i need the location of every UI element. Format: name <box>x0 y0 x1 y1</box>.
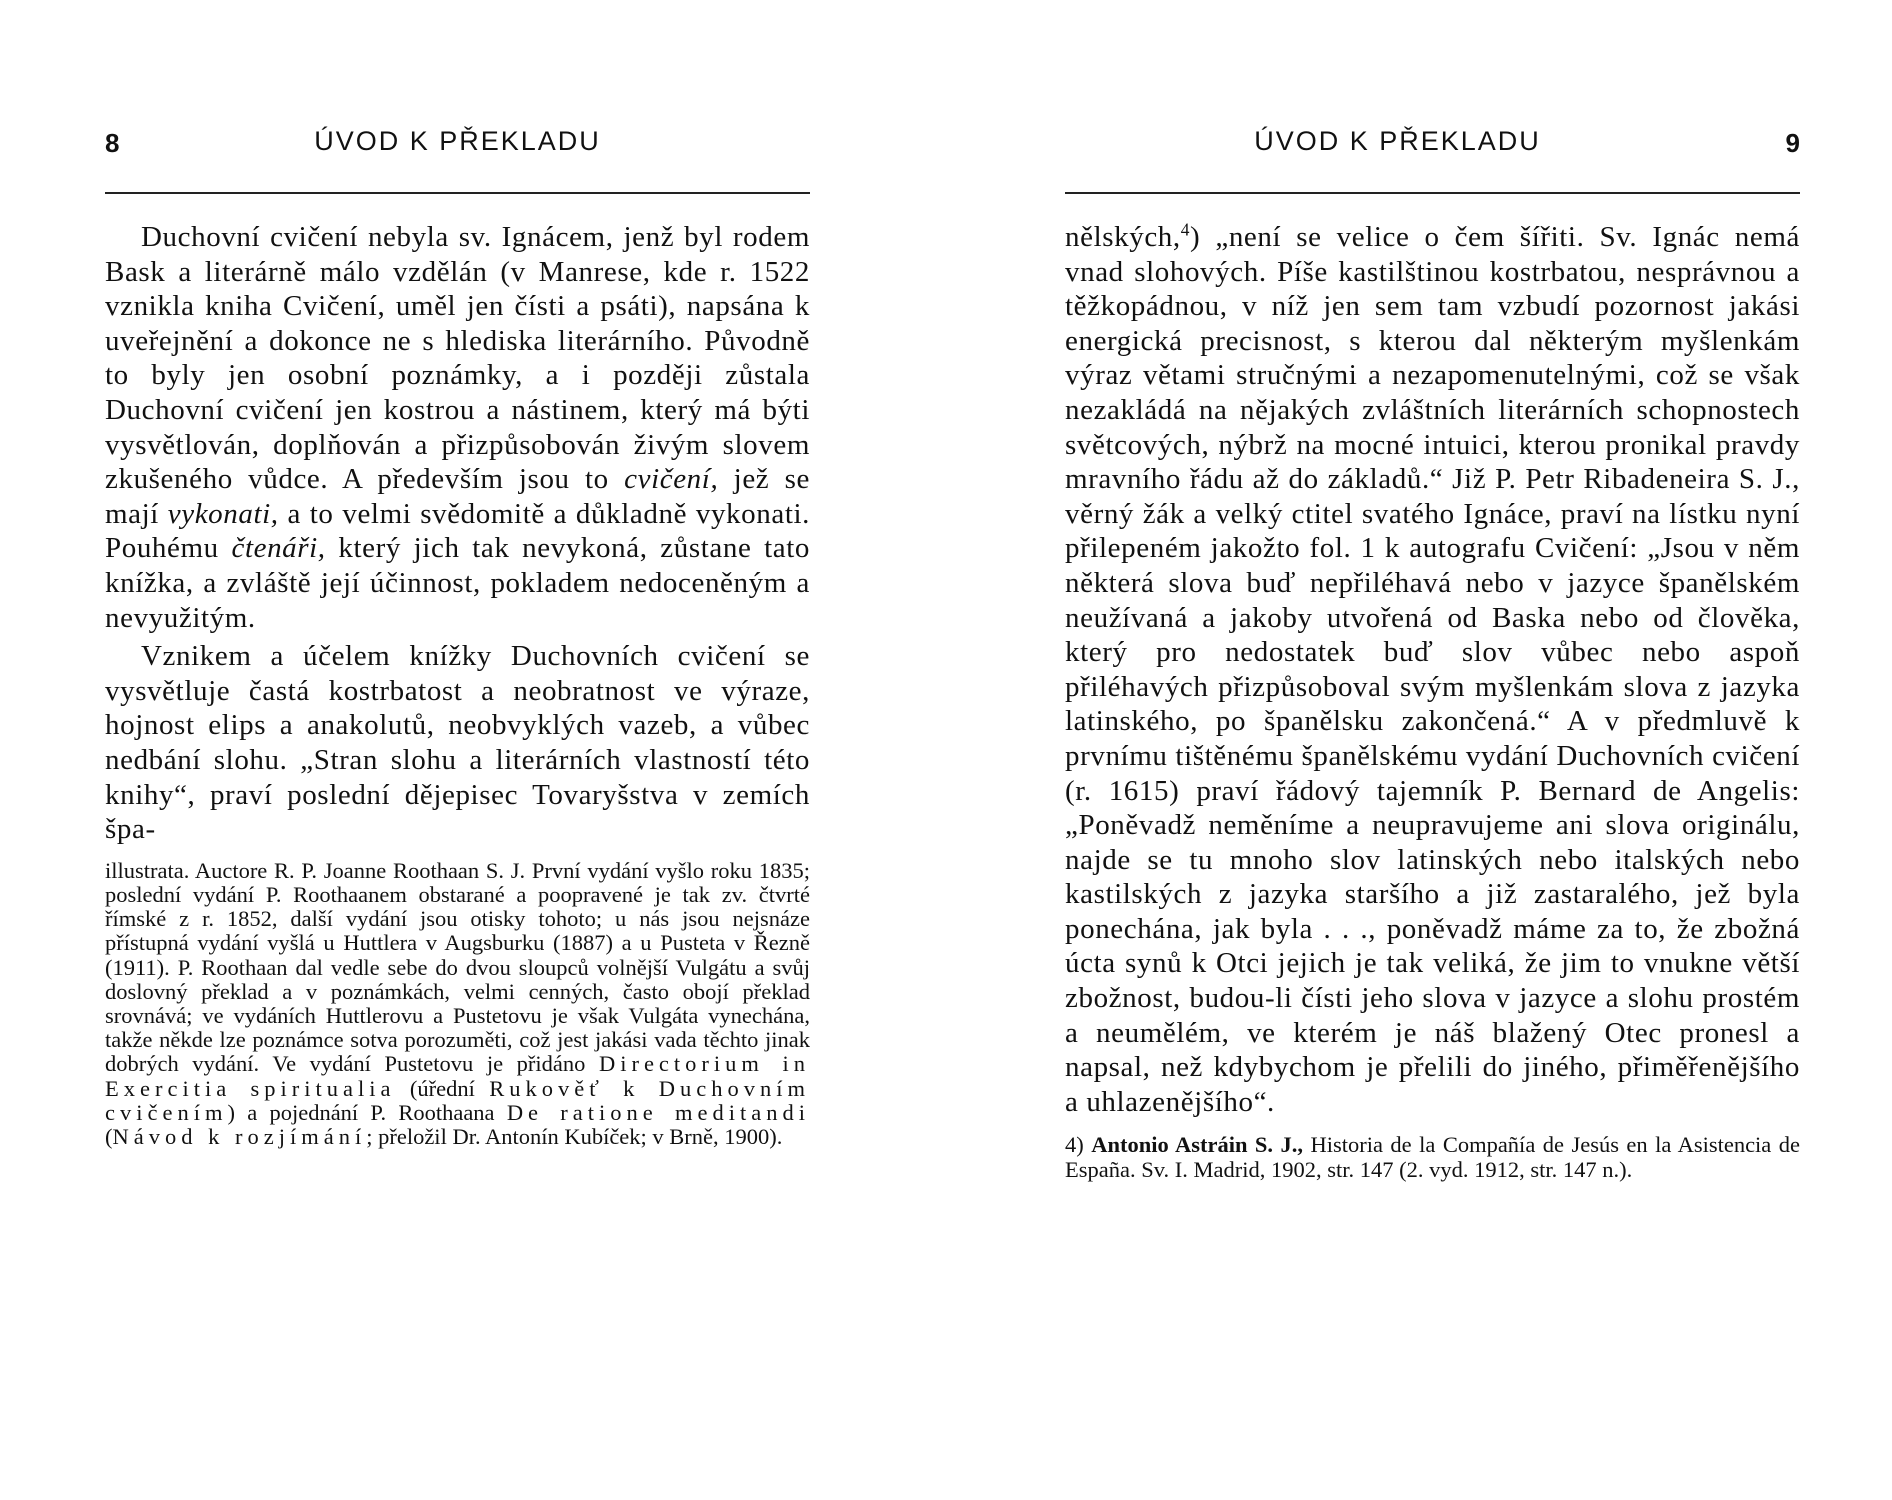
paragraph: nělských,$^4$) „není se velice o čem šířiti. Sv. Ignác nemá vnad slohových. Píše kastilštinou kostrbatou, nesprávnou a těžkopádnou, v níž jen sem tam vzbudí pozornost jakási energická precisnost, s kterou dal některým myšlenkám výraz větami stručnými a nezapomenutelnými, což se však nezakládá na nějakých zvláštních literárních schopnostech světcových, nýbrž na mocné intuici, kterou pronikal pravdy mravního řádu až do základů.“ Již P. Petr Ribadeneira S. J., věrný žák a velký ctitel svatého Ignáce, praví na lístku nyní přilepeném jakožto fol. 1 k autografu Cvičení: „Jsou v něm některá slova buď nepřiléhavá nebo v jazyce španělském neužívaná a jakoby utvořená od Baska nebo od člověka, který pro nedostatek buď slov vůbec nebo aspoň přiléhavých přizpůsoboval svým myšlenkám slova z jazyka latinského, po španělsku zakončená.“ A v předmluvě k prvnímu tištěnému španělskému vydání Duchovních cvičení (r. 1615) praví řádový tajemník P. Bernard de Angelis: „Poněvadž neměníme a neupravujeme ani slova originálu, najde se tu mnoho slov latinských nebo italských nebo kastilských z jazyka staršího a již zastaralého, jež byla ponechána, jak byla . . ., poněvadž máme za to, že zbožná úcta synů k Otci jejich je tak veliká, že jim to vnukne větší zbožnost, budou-li čísti jeho slova v jazyce a slohu prostém a neumělém, ve kterém je náš blažený Otec pronesl a napsal, než kdybychom je přelili do jiného, přiměřenějšího a uhlazenějšího“. <box>1065 219 1800 1118</box>
footnote: illustrata. Auctore R. P. Joanne Roothaan S. J. První vydání vyšlo roku 1835; poslední vydání P. Roothaanem obstarané a poopravené je tak zv. čtvrté římské z r. 1852, další vydání jsou otisky tohoto; u nás jsou nejsnáze přístupná vydání vyšlá u Huttlera v Augsburku (1887) a u Pusteta v Řezně (1911). P. Roothaan dal vedle sebe do dvou sloupců volnější Vulgátu a svůj doslovný překlad a v poznámkách, velmi cenných, často obojí překlad srovnává; ve vydáních Huttlerovu a Pustetovu je však Vulgáta vynechána, takže někde lze poznámce sotva porozuměti, což jest jakási vada těchto jinak dobrých vydání. Ve vydání Pustetovu je přidáno Directorium in Exercitia spiritualia (úřední Rukověť k Duchovním cvičením) a pojednání P. Roothaana De ratione meditandi (Návod k rozjímání; přeložil Dr. Antonín Kubíček; v Brně, 1900). <box>105 857 810 1149</box>
right-page <box>1065 0 1800 1500</box>
page-number: 8 <box>105 128 120 158</box>
left-page <box>105 0 810 1500</box>
footnote-reference: 4 <box>1180 219 1191 240</box>
paragraph: Duchovní cvičení nebyla sv. Ignácem, jenž byl rodem Bask a literárně málo vzdělán (v Manrese, kde r. 1522 vznikla kniha Cvičení, uměl jen čísti a psáti), napsána k uveřejnění a dokonce ne s hlediska literárního. Původně to byly jen osobní poznámky, a i později zůstala Duchovní cvičení jen kostrou a nástinem, který má býti vysvětlován, doplňován a přizpůsobován živým slovem zkušeného vůdce. A především jsou to cvičení, jež se mají vykonati, a to velmi svědomitě a důkladně vykonati. Pouhému čtenáři, který jich tak nevykoná, zůstane tato knížka, a zvláště její účinnost, pokladem nedoceněným a nevyužitým. <box>105 221 810 634</box>
running-header <box>1065 120 1800 194</box>
footnote-author: Antonio Astráin S. J., <box>1091 1132 1304 1158</box>
running-head-title: ÚVOD K PŘEKLADU <box>1254 126 1541 156</box>
paragraph: Vznikem a účelem knížky Duchovních cvičení se vysvětluje častá kostrbatost a neobratnost ve výraze, hojnost elips a anakolutů, neobvyklých vazeb, a vůbec nedbání slohu. „Stran slohu a literárních vlastností této knihy“, praví poslední dějepisec Tovaryšstva v zemích špa- <box>105 640 810 846</box>
page-number: 9 <box>1785 128 1800 158</box>
running-header <box>105 120 810 194</box>
footnote-mark: 4) <box>1065 1132 1084 1158</box>
footnote: 4) Antonio Astráin S. J., Historia de la Compañía de Jesús en la Asistencia de España. Sv. I. Madrid, 1902, str. 147 (2. vyd. 1912, str. 147 n.). <box>1065 1132 1800 1182</box>
running-head-title: ÚVOD K PŘEKLADU <box>314 126 601 156</box>
main-text <box>105 220 810 847</box>
main-text <box>1065 220 1800 1119</box>
